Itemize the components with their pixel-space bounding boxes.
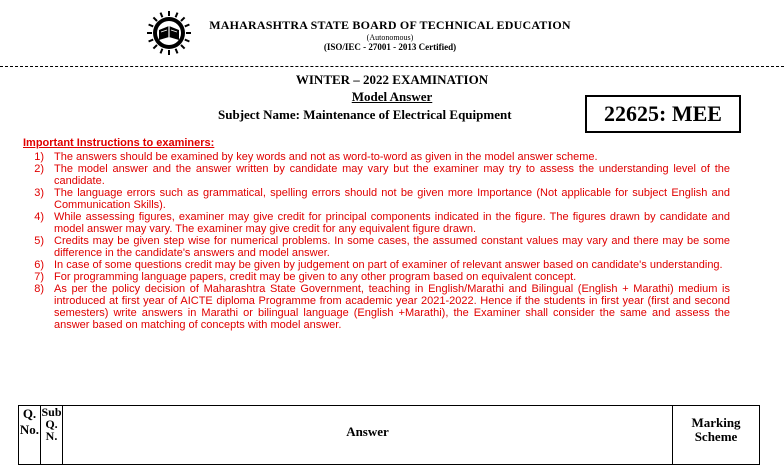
instruction-item: 4) While assessing figures, examiner may give credit for principal components indicated in the figure. The figures drawn by candidate and model answer may vary. The examiner may give credit for any equivalent figure drawn. bbox=[34, 211, 730, 235]
subject-name: Subject Name: Maintenance of Electrical Equipment bbox=[218, 107, 512, 122]
instruction-item: 3) The language errors such as grammatical, spelling errors should not be given more Importance (Not applicable for subject English and Communication Skills). bbox=[34, 187, 730, 211]
instruction-item: 6) In case of some questions credit may be given by judgement on part of examiner of relevant answer based on candidate's understanding. bbox=[34, 259, 723, 271]
instructions-list bbox=[14, 151, 730, 331]
model-answer-heading: Model Answer bbox=[351, 89, 433, 104]
instruction-item: 8) As per the policy decision of Maharashtra State Government, teaching in English/Marathi and Bilingual (English + Marathi) medium is introduced at first year of AICTE diploma Programme from academic year 2021-2022. Hence if the students in first year (first and second semesters) write answers in Marathi or bilingual language (English +Marathi), the Examiner shall consider the same and assess the answer based on matching of concepts with model answer. bbox=[34, 283, 730, 331]
answer-table-header bbox=[18, 405, 760, 465]
autonomous-label: (Autonomous) bbox=[366, 33, 414, 42]
instruction-item: 2) The model answer and the answer written by candidate may vary but the examiner may try to assess the understanding level of the candidate. bbox=[34, 163, 730, 187]
col-marking-scheme: Marking Scheme bbox=[673, 406, 760, 465]
instruction-item: 5) Credits may be given step wise for numerical problems. In some cases, the assumed constant values may vary and there may be some difference in the candidate's answers and model answer. bbox=[34, 235, 730, 259]
board-name: MAHARASHTRA STATE BOARD OF TECHNICAL EDUCATION bbox=[209, 18, 571, 32]
instruction-item: 7) For programming language papers, credit may be given to any other program based on equivalent concept. bbox=[34, 271, 577, 283]
header-divider bbox=[0, 66, 784, 67]
msbte-logo bbox=[146, 10, 192, 56]
col-question-no: Q. No. bbox=[19, 406, 41, 465]
subject-code-box: 22625: MEE bbox=[585, 95, 741, 133]
certification-label: (ISO/IEC - 27001 - 2013 Certified) bbox=[323, 42, 457, 52]
instruction-item: 1) The answers should be examined by key words and not as word-to-word as given in the model answer scheme. bbox=[34, 151, 598, 163]
col-sub-question: Sub Q. N. bbox=[41, 406, 63, 465]
exam-title: WINTER – 2022 EXAMINATION bbox=[295, 72, 489, 87]
col-answer: Answer bbox=[63, 406, 673, 465]
instructions-title: Important Instructions to examiners: bbox=[23, 137, 215, 149]
